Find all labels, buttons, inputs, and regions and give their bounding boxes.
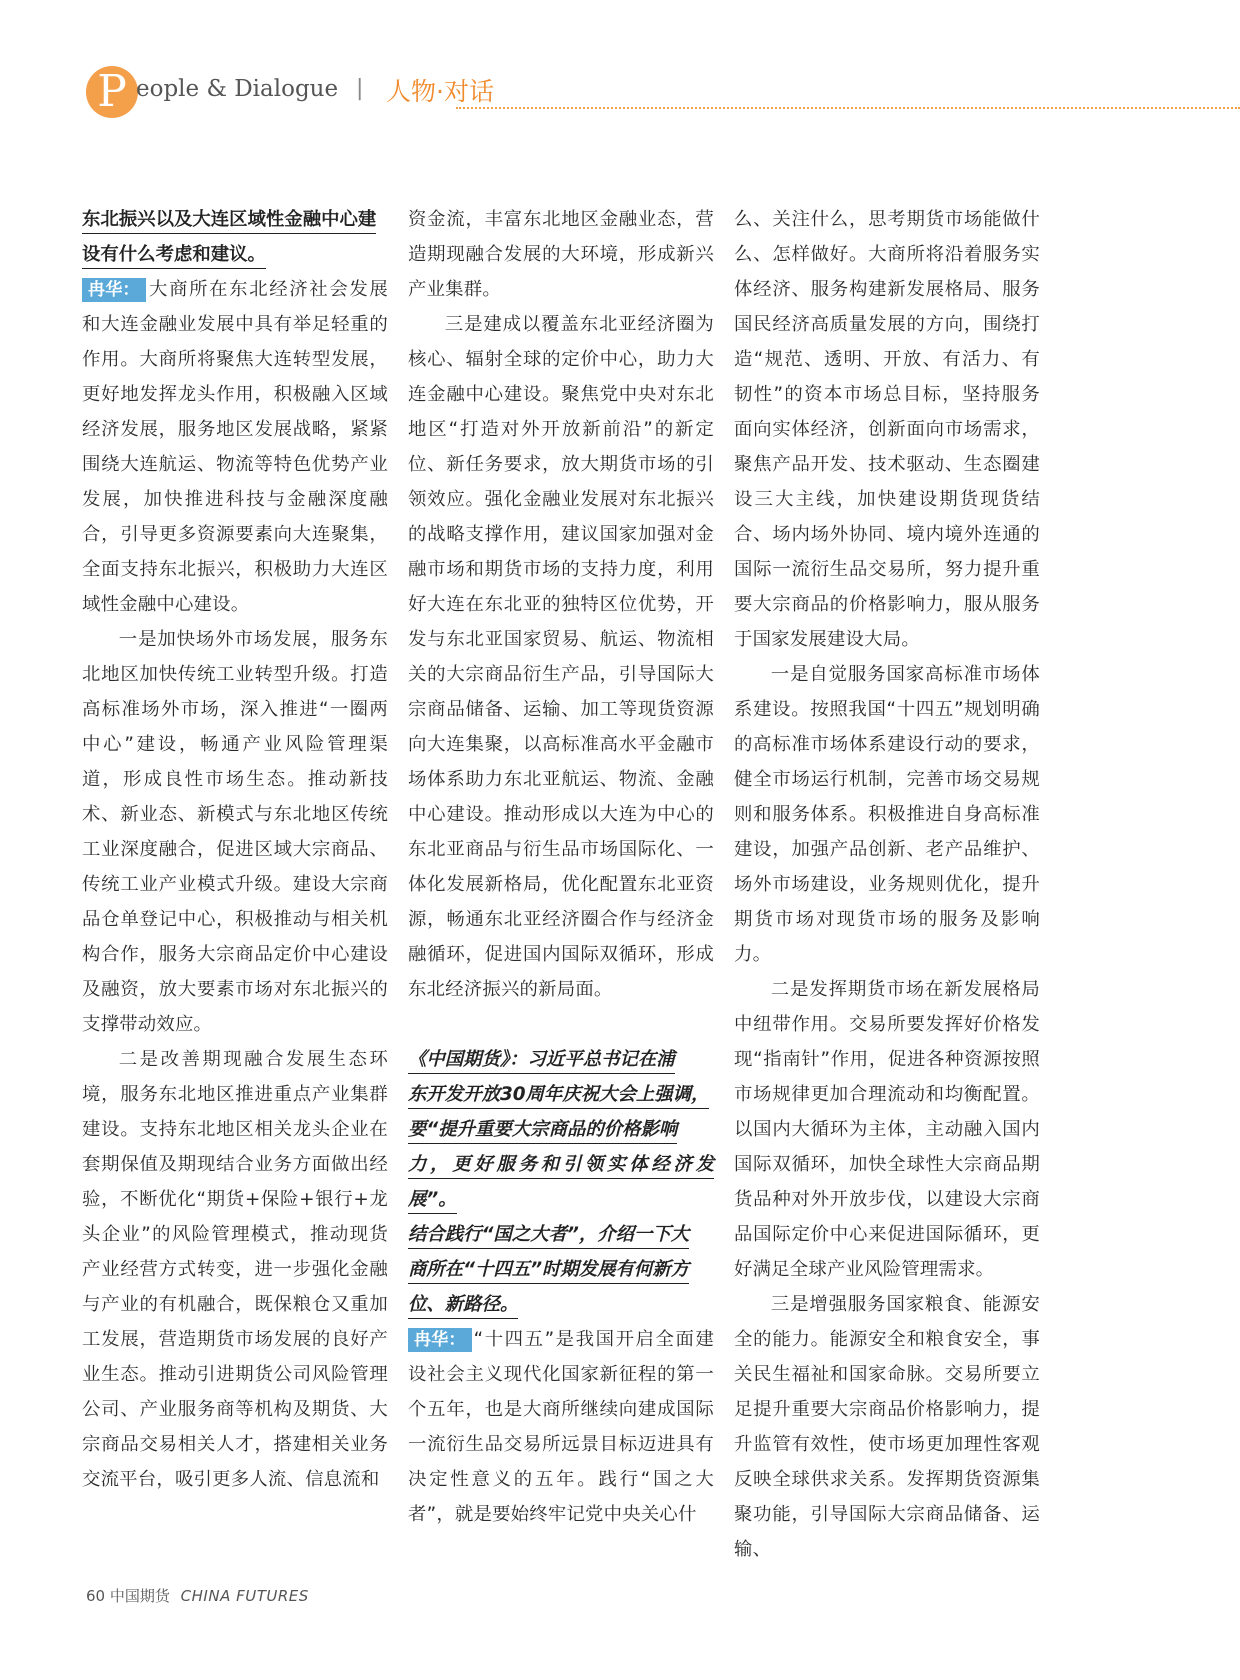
- question-block: [82, 202, 388, 272]
- page-footer: [86, 1585, 309, 1606]
- question-line: 位、新路径。: [408, 1294, 518, 1319]
- question-line: 东北振兴以及大连区域性金融中心建: [82, 209, 376, 234]
- body-paragraph: 资金流，丰富东北地区金融业态，营造期现融合发展的大环境，形成新兴产业集群。: [408, 209, 714, 300]
- section-title-en: eople & Dialogue: [136, 76, 339, 102]
- answer-text: “十四五”是我国开启全面建设社会主义现代化国家新征程的第一个五年，也是大商所继续向建成国际一流衍生品交易所远景目标迈进具有决定性意义的五年。践行“国之大者”，就是要始终牢记党中央关心什: [408, 1329, 714, 1525]
- section-title-cn: 人物·对话: [386, 77, 494, 106]
- page-number: 60: [86, 1587, 106, 1605]
- question-line: 商所在“十四五”时期发展有何新方: [408, 1259, 689, 1284]
- speaker-badge: 冉华：: [408, 1328, 472, 1352]
- question-line: 结合践行“国之大者”，介绍一下大: [408, 1224, 689, 1249]
- paragraph-spacer: [408, 1007, 714, 1042]
- page-header: [86, 62, 1240, 122]
- magazine-name-cn: 中国期货: [109, 1587, 170, 1605]
- header-dotted-rule: [456, 107, 1240, 109]
- question-line: 设有什么考虑和建议。: [82, 244, 266, 269]
- answer-paragraph: [82, 272, 388, 622]
- body-paragraph: 一是加快场外市场发展，服务东北地区加快传统工业转型升级。打造高标准场外市场，深入推进“一圈两中心”建设，畅通产业风险管理渠道，形成良性市场生态。推动新技术、新业态、新模式与东北地区传统工业深度融合，促进区域大宗商品、传统工业产业模式升级。建设大宗商品仓单登记中心，积极推动与相关机构合作，服务大宗商品定价中心建设及融资，放大要素市场对东北振兴的支撑带动效应。: [82, 629, 388, 1035]
- body-paragraph: 二是改善期现融合发展生态环境，服务东北地区推进重点产业集群建设。支持东北地区相关龙头企业在套期保值及期现结合业务方面做出经验，不断优化“期货+保险+银行+龙头企业”的风险管理模式，推动现货产业经营方式转变，进一步强化金融与产业的有机融合，既保粮仓又重加工发展，营造期货市场发展的良好产业生态。推动引进期货公司风险管理公司、产业服务商等机构及期货、大宗商品交易相关人才，搭建相关业务交流平台，吸引更多人流、信息流和: [82, 1049, 388, 1490]
- answer-paragraph: [408, 1322, 714, 1532]
- magazine-name-en: CHINA FUTURES: [180, 1587, 309, 1605]
- body-paragraph: 一是自觉服务国家高标准市场体系建设。按照我国“十四五”规划明确的高标准市场体系建设行动的要求，健全市场运行机制，完善市场交易规则和服务体系。积极推进自身高标准建设，加强产品创新、老产品维护、场外市场建设，业务规则优化，提升期货市场对现货市场的服务及影响力。: [734, 664, 1040, 965]
- column-3: [734, 202, 1040, 1567]
- question-line: 东开发开放30周年庆祝大会上强调，: [408, 1084, 709, 1109]
- body-paragraph: 二是发挥期货市场在新发展格局中纽带作用。交易所要发挥好价格发现“指南针”作用，促进各种资源按照市场规律更加合理流动和均衡配置。以国内大循环为主体，主动融入国内国际双循环，加快全球性大宗商品期货品种对外开放步伐，以建设大宗商品国际定价中心来促进国际循环，更好满足全球产业风险管理需求。: [734, 979, 1040, 1280]
- column-2: [408, 202, 714, 1532]
- question-line: 要“提升重要大宗商品的价格影响: [408, 1119, 677, 1144]
- question-line: 《中国期货》：习近平总书记在浦: [408, 1049, 675, 1074]
- header-separator: |: [356, 76, 364, 101]
- speaker-badge: 冉华：: [82, 278, 146, 302]
- body-paragraph: 三是建成以覆盖东北亚经济圈为核心、辐射全球的定价中心，助力大连金融中心建设。聚焦党中央对东北地区“打造对外开放新前沿”的新定位、新任务要求，放大期货市场的引领效应。强化金融业发展对东北振兴的战略支撑作用，建议国家加强对金融市场和期货市场的支持力度，利用好大连在东北亚的独特区位优势，开发与东北亚国家贸易、航运、物流相关的大宗商品衍生产品，引导国际大宗商品储备、运输、加工等现货资源向大连集聚，以高标准高水平金融市场体系助力东北亚航运、物流、金融中心建设。推动形成以大连为中心的东北亚商品与衍生品市场国际化、一体化发展新格局，优化配置东北亚资源，畅通东北亚经济圈合作与经济金融循环，促进国内国际双循环，形成东北经济振兴的新局面。: [408, 314, 714, 1000]
- body-paragraph: 么、关注什么，思考期货市场能做什么、怎样做好。大商所将沿着服务实体经济、服务构建新发展格局、服务国民经济高质量发展的方向，围绕打造“规范、透明、开放、有活力、有韧性”的资本市场总目标，坚持服务面向实体经济，创新面向市场需求，聚焦产品开发、技术驱动、生态圈建设三大主线，加快建设期货现货结合、场内场外协同、境内境外连通的国际一流衍生品交易所，努力提升重要大宗商品的价格影响力，服从服务于国家发展建设大局。: [734, 209, 1040, 650]
- body-paragraph: 三是增强服务国家粮食、能源安全的能力。能源安全和粮食安全，事关民生福祉和国家命脉。交易所要立足提升重要大宗商品价格影响力，提升监管有效性，使市场更加理性客观反映全球供求关系。发挥期货资源集聚功能，引导国际大宗商品储备、运输、: [734, 1294, 1040, 1560]
- column-1: [82, 202, 388, 1497]
- answer-text: 大商所在东北经济社会发展和大连金融业发展中具有举足轻重的作用。大商所将聚焦大连转型发展，更好地发挥龙头作用，积极融入区域经济发展，服务地区发展战略，紧紧围绕大连航运、物流等特色优势产业发展，加快推进科技与金融深度融合，引导更多资源要素向大连聚集，全面支持东北振兴，积极助力大连区域性金融中心建设。: [82, 279, 388, 615]
- question-block: [408, 1042, 714, 1322]
- section-logo: P: [86, 66, 138, 118]
- question-line: 力，更好服务和引领实体经济发展”。: [408, 1154, 714, 1214]
